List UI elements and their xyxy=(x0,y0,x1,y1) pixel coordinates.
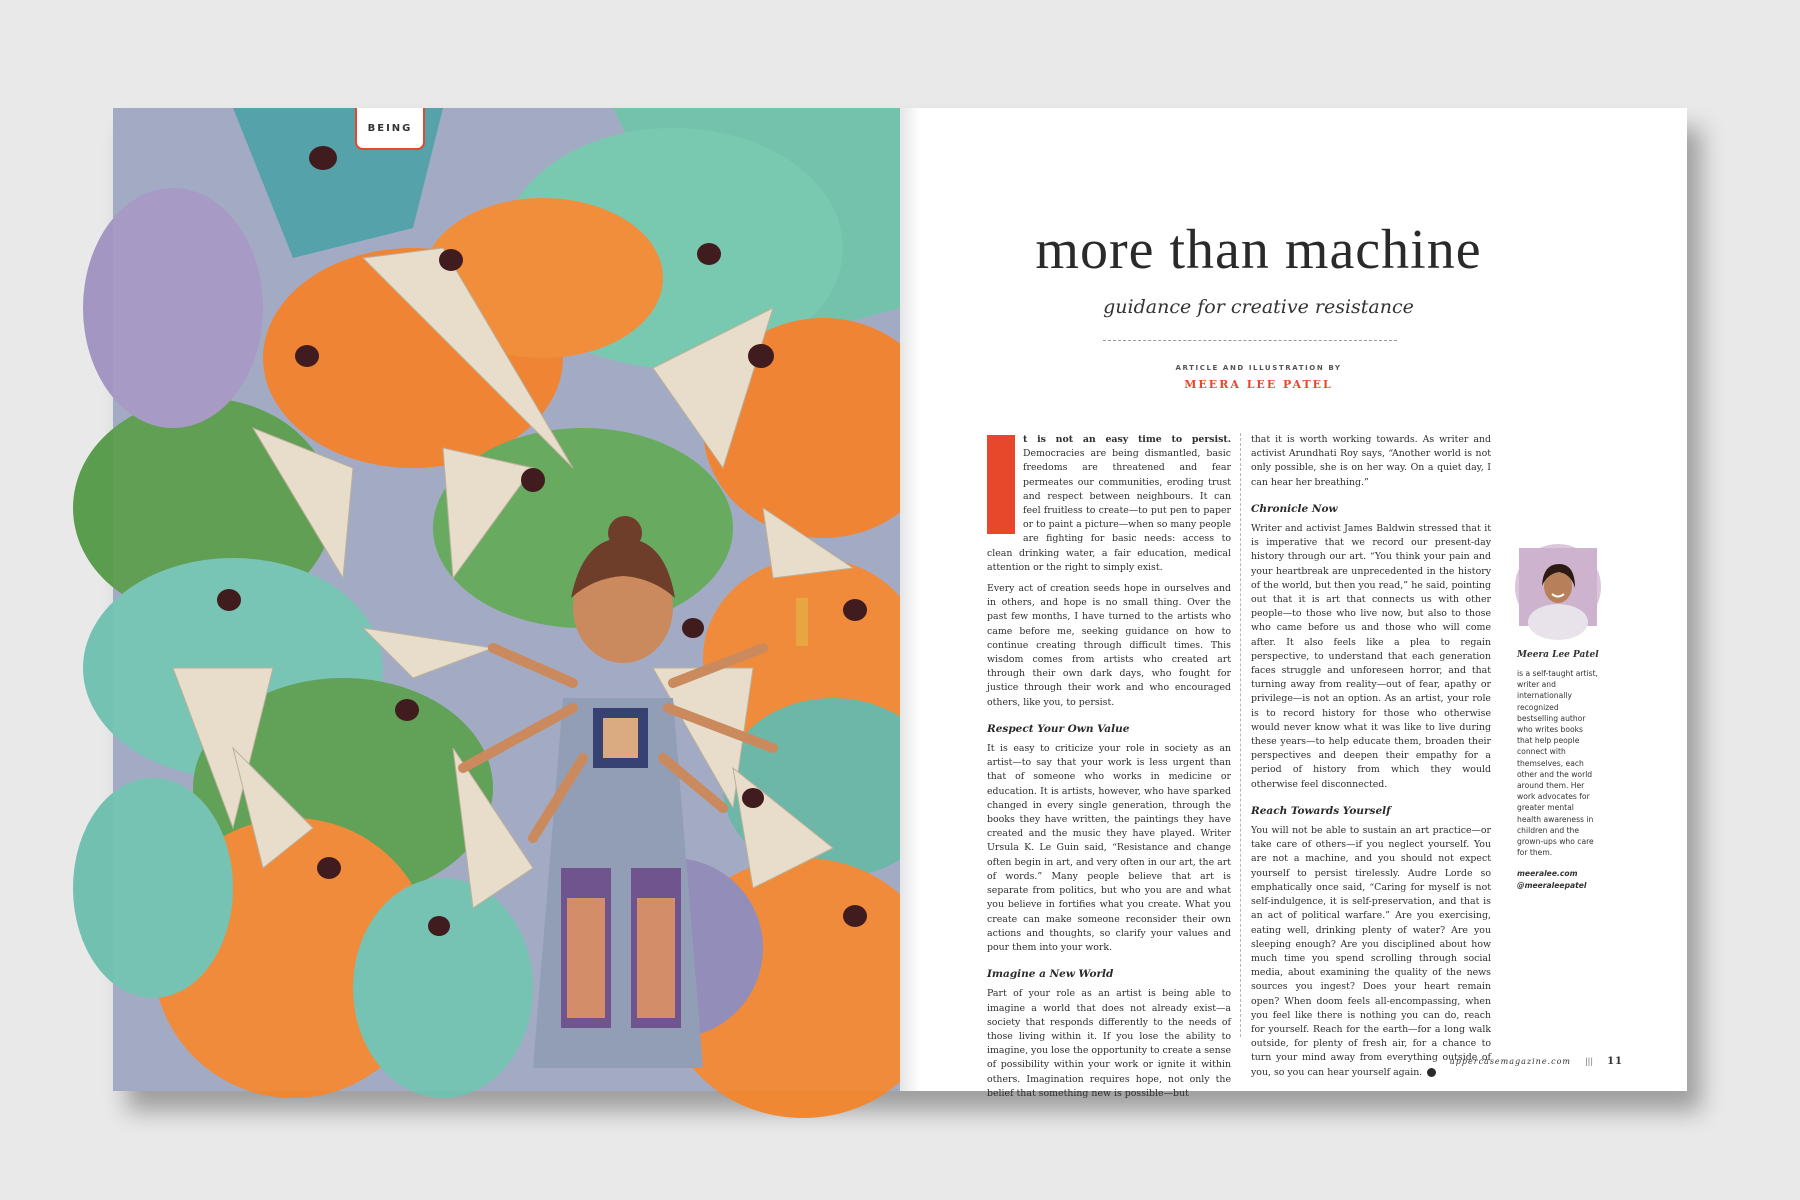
illustration-page xyxy=(113,108,900,1091)
article-subtitle: guidance for creative resistance xyxy=(1103,296,1414,318)
paragraph xyxy=(987,433,1231,575)
author-links xyxy=(1517,868,1599,892)
paragraph: Part of your role as an artist is being able to imagine a world that does not already exist—a society that responds differently to the needs of those living within it. If you lose the ability to imagine, you lose the opportunity to create a sense of possibility within your work or ignite it within others. Imagination requires hope, not only the belief that something new is possible—but xyxy=(987,988,1231,1099)
author-bio: is a self-taught artist, writer and internationally recognized bestselling author who writes books that help people connect with themselves, each other and the world around them. Her work advocates for greater mental health awareness in children and the grown-ups who care for them. xyxy=(1517,669,1598,858)
subhead-respect: Respect Your Own Value xyxy=(987,722,1130,735)
byline-name: MEERA LEE PATEL xyxy=(1184,378,1333,391)
column-divider xyxy=(1240,433,1241,1037)
subhead-imagine: Imagine a New World xyxy=(987,968,1114,981)
birds-illustration xyxy=(113,108,900,1091)
article-column-1 xyxy=(987,433,1231,1108)
page-number: 11 xyxy=(1607,1056,1623,1067)
byline-label: ARTICLE AND ILLUSTRATION BY xyxy=(1175,364,1342,372)
author-portrait xyxy=(1519,548,1597,626)
section-tab: BEING xyxy=(355,108,425,150)
drop-cap-block xyxy=(987,435,1015,534)
paragraph: that it is worth working towards. As writer and activist Arundhati Roy says, “Another world is not only possible, she is on her way. On a quiet day, I can hear her breathing.” xyxy=(1251,434,1491,488)
subhead-reach: Reach Towards Yourself xyxy=(1251,804,1391,817)
page-footer xyxy=(1450,1056,1623,1067)
paragraph: Writer and activist James Baldwin stressed that it is imperative that we record our present-day history through our art. “You think your pain and your heartbreak are unprecedented in the history of the world, but then you read,” he said, pointing out that it is art that connects us with other people—to those who live now, but also to those who came before us and those who will come after. It also feels like a plea to regain perspective, to understand that each generation faces struggle and unforeseen horror, and that turning away from reality—out of fear, apathy or privilege—is not an option. As an artist, your role is to record history for those who otherwise would never know what it was like to live during these years—to help educate them, broaden their perspectives and deepen their empathy for a period of history from which they would otherwise feel disconnected. xyxy=(1251,523,1491,790)
lead-in: t is not an easy time to persist. xyxy=(1023,434,1231,445)
author-name: Meera Lee Patel xyxy=(1517,650,1599,660)
paragraph-text: Democracies are being dismantled, basic freedoms are threatened and fear permeates our communities, eroding trust and respect between neighbours. It can feel fruitless to create—to put pen to paper or to paint a picture—when so many people are fighting for basic needs: access to clean drinking water, a fair education, medical attention or the right to simply exist. xyxy=(987,448,1231,573)
subhead-chronicle: Chronicle Now xyxy=(1251,502,1338,515)
article-title: more than machine xyxy=(1035,219,1482,281)
author-social-link[interactable]: @meeraleepatel xyxy=(1517,881,1587,891)
article-column-2 xyxy=(1251,433,1491,1087)
paragraph xyxy=(1251,824,1491,1080)
paragraph: It is easy to criticize your role in society as an artist—to say that your work is less urgent than that of someone who works in medicine or education. It is artists, however, who have sparked changed in every single generation, through the books they have written, the paintings they have created and the music they have played. Writer Ursula K. Le Guin said, “Resistance and change often begin in art, and very often in our art, the art of words.” Many people believe that art is separate from politics, but who you are and what you believe in fortifies what you create. What you create can make someone reconsider their own actions and thoughts, so clarify your values and pour them into your work. xyxy=(987,743,1231,953)
author-sidebar xyxy=(1517,544,1599,892)
article-page xyxy=(900,108,1687,1099)
paragraph-text: You will not be able to sustain an art practice—or take care of others—if you neglect yourself. You are not a machine, and you should not expect yourself to persist tirelessly. Audre Lorde so emphatically once said, “Caring for myself is not self-indulgence, it is self-preservation, and that is an act of political warfare.” Are you exercising, eating well, drinking plenty of water? Are you sleeping enough? Are you disciplined about how much time you spend scrolling through social media, about examining the quality of the news sources you ingest? Does your heart remain open? When doom feels all-encompassing, when you feel like there is nothing you can do, reach for yourself. Reach for the earth—for a long walk outside, for plenty of fresh air, for a chance to turn your mind away from everything outside of you, so you can hear yourself again. xyxy=(1251,825,1491,1078)
footer-separator: ||| xyxy=(1584,1057,1594,1066)
author-website-link[interactable]: meeralee.com xyxy=(1517,869,1578,879)
end-mark-icon xyxy=(1427,1068,1436,1077)
footer-url[interactable]: uppercasemagazine.com xyxy=(1449,1057,1571,1066)
title-divider xyxy=(1103,340,1397,341)
avatar xyxy=(1515,544,1601,630)
paragraph: Every act of creation seeds hope in ourselves and in others, and hope is no small thing. Over the past few months, I have turned to the artists who came before me, seeking guidance on how to continue creating through difficult times. This wisdom comes from artists who created art through their own dark days, who fought for justice through their work and who encouraged others, like you, to persist. xyxy=(987,583,1231,708)
magazine-spread xyxy=(113,108,1687,1099)
